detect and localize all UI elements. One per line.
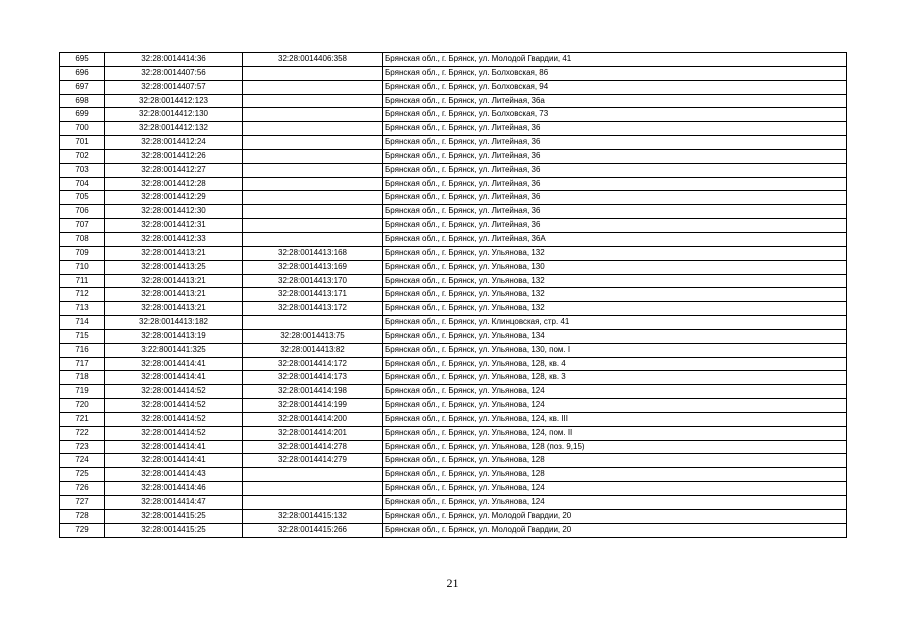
table-row bbox=[60, 191, 847, 205]
related-cadastral-number-cell bbox=[243, 94, 383, 108]
row-number-cell: 712 bbox=[60, 288, 105, 302]
table-row bbox=[60, 482, 847, 496]
cadastral-number-cell: 32:28:0014414:47 bbox=[105, 496, 243, 510]
table-row bbox=[60, 440, 847, 454]
row-number-cell: 726 bbox=[60, 482, 105, 496]
row-number-cell: 705 bbox=[60, 191, 105, 205]
related-cadastral-number-cell: 32:28:0014413:169 bbox=[243, 260, 383, 274]
address-cell: Брянская обл., г. Брянск, ул. Ульянова, 130, пом. I bbox=[383, 343, 847, 357]
cadastral-number-cell: 32:28:0014407:56 bbox=[105, 66, 243, 80]
related-cadastral-number-cell bbox=[243, 136, 383, 150]
table-row bbox=[60, 412, 847, 426]
related-cadastral-number-cell: 32:28:0014413:172 bbox=[243, 302, 383, 316]
table-row bbox=[60, 122, 847, 136]
related-cadastral-number-cell: 32:28:0014413:168 bbox=[243, 246, 383, 260]
address-cell: Брянская обл., г. Брянск, ул. Ульянова, 128 (поз. 9,15) bbox=[383, 440, 847, 454]
address-cell: Брянская обл., г. Брянск, ул. Литейная, 36 bbox=[383, 191, 847, 205]
row-number-cell: 707 bbox=[60, 219, 105, 233]
cadastral-number-cell: 32:28:0014412:27 bbox=[105, 163, 243, 177]
table-row bbox=[60, 205, 847, 219]
row-number-cell: 724 bbox=[60, 454, 105, 468]
address-cell: Брянская обл., г. Брянск, ул. Молодой Гвардии, 20 bbox=[383, 509, 847, 523]
cadastral-number-cell: 32:28:0014414:52 bbox=[105, 399, 243, 413]
address-cell: Брянская обл., г. Брянск, ул. Литейная, 36 bbox=[383, 163, 847, 177]
related-cadastral-number-cell bbox=[243, 316, 383, 330]
cadastral-number-cell: 32:28:0014412:24 bbox=[105, 136, 243, 150]
row-number-cell: 695 bbox=[60, 53, 105, 67]
row-number-cell: 721 bbox=[60, 412, 105, 426]
related-cadastral-number-cell: 32:28:0014415:266 bbox=[243, 523, 383, 537]
row-number-cell: 697 bbox=[60, 80, 105, 94]
row-number-cell: 699 bbox=[60, 108, 105, 122]
table-row bbox=[60, 329, 847, 343]
row-number-cell: 717 bbox=[60, 357, 105, 371]
cadastral-number-cell: 32:28:0014414:41 bbox=[105, 440, 243, 454]
related-cadastral-number-cell: 32:28:0014414:279 bbox=[243, 454, 383, 468]
table-row bbox=[60, 302, 847, 316]
row-number-cell: 719 bbox=[60, 385, 105, 399]
address-cell: Брянская обл., г. Брянск, ул. Ульянова, 124, кв. III bbox=[383, 412, 847, 426]
address-cell: Брянская обл., г. Брянск, ул. Болховская, 73 bbox=[383, 108, 847, 122]
table-row bbox=[60, 136, 847, 150]
related-cadastral-number-cell bbox=[243, 66, 383, 80]
address-cell: Брянская обл., г. Брянск, ул. Ульянова, 124 bbox=[383, 399, 847, 413]
related-cadastral-number-cell: 32:28:0014413:75 bbox=[243, 329, 383, 343]
address-cell: Брянская обл., г. Брянск, ул. Литейная, 36 bbox=[383, 122, 847, 136]
cadastral-number-cell: 32:28:0014412:29 bbox=[105, 191, 243, 205]
row-number-cell: 718 bbox=[60, 371, 105, 385]
related-cadastral-number-cell bbox=[243, 80, 383, 94]
related-cadastral-number-cell bbox=[243, 219, 383, 233]
table-row bbox=[60, 246, 847, 260]
row-number-cell: 703 bbox=[60, 163, 105, 177]
address-cell: Брянская обл., г. Брянск, ул. Ульянова, 132 bbox=[383, 288, 847, 302]
row-number-cell: 710 bbox=[60, 260, 105, 274]
row-number-cell: 720 bbox=[60, 399, 105, 413]
cadastral-number-cell: 32:28:0014414:41 bbox=[105, 371, 243, 385]
table-row bbox=[60, 274, 847, 288]
table-row bbox=[60, 454, 847, 468]
table-body bbox=[60, 53, 847, 538]
address-cell: Брянская обл., г. Брянск, ул. Литейная, 36 bbox=[383, 177, 847, 191]
related-cadastral-number-cell bbox=[243, 122, 383, 136]
cadastral-number-cell: 32:28:0014412:130 bbox=[105, 108, 243, 122]
cadastral-number-cell: 32:28:0014413:21 bbox=[105, 246, 243, 260]
table-row bbox=[60, 149, 847, 163]
table-row bbox=[60, 523, 847, 537]
table-row bbox=[60, 260, 847, 274]
cadastral-number-cell: 32:28:0014414:41 bbox=[105, 357, 243, 371]
table-row bbox=[60, 66, 847, 80]
related-cadastral-number-cell: 32:28:0014414:198 bbox=[243, 385, 383, 399]
row-number-cell: 704 bbox=[60, 177, 105, 191]
row-number-cell: 708 bbox=[60, 232, 105, 246]
cadastral-number-cell: 32:28:0014413:21 bbox=[105, 274, 243, 288]
row-number-cell: 696 bbox=[60, 66, 105, 80]
address-cell: Брянская обл., г. Брянск, ул. Ульянова, 132 bbox=[383, 274, 847, 288]
cadastral-number-cell: 32:28:0014413:19 bbox=[105, 329, 243, 343]
row-number-cell: 698 bbox=[60, 94, 105, 108]
cadastral-number-cell: 3:22:8001441:325 bbox=[105, 343, 243, 357]
related-cadastral-number-cell bbox=[243, 468, 383, 482]
related-cadastral-number-cell bbox=[243, 191, 383, 205]
address-cell: Брянская обл., г. Брянск, ул. Ульянова, 128 bbox=[383, 468, 847, 482]
address-cell: Брянская обл., г. Брянск, ул. Литейная, 36А bbox=[383, 232, 847, 246]
cadastral-number-cell: 32:28:0014414:52 bbox=[105, 426, 243, 440]
table-row bbox=[60, 177, 847, 191]
cadastral-number-cell: 32:28:0014407:57 bbox=[105, 80, 243, 94]
cadastral-number-cell: 32:28:0014415:25 bbox=[105, 523, 243, 537]
row-number-cell: 723 bbox=[60, 440, 105, 454]
address-cell: Брянская обл., г. Брянск, ул. Литейная, 36 bbox=[383, 149, 847, 163]
document-table bbox=[59, 52, 847, 538]
address-cell: Брянская обл., г. Брянск, ул. Литейная, 36 bbox=[383, 136, 847, 150]
table-row bbox=[60, 94, 847, 108]
cadastral-number-cell: 32:28:0014413:25 bbox=[105, 260, 243, 274]
address-cell: Брянская обл., г. Брянск, ул. Ульянова, 124, пом. II bbox=[383, 426, 847, 440]
cadastral-number-cell: 32:28:0014412:28 bbox=[105, 177, 243, 191]
address-cell: Брянская обл., г. Брянск, ул. Литейная, 36 bbox=[383, 205, 847, 219]
related-cadastral-number-cell bbox=[243, 482, 383, 496]
row-number-cell: 701 bbox=[60, 136, 105, 150]
cadastral-number-cell: 32:28:0014412:26 bbox=[105, 149, 243, 163]
cadastral-number-cell: 32:28:0014412:30 bbox=[105, 205, 243, 219]
related-cadastral-number-cell: 32:28:0014414:199 bbox=[243, 399, 383, 413]
address-cell: Брянская обл., г. Брянск, ул. Литейная, 36а bbox=[383, 94, 847, 108]
table-row bbox=[60, 163, 847, 177]
row-number-cell: 709 bbox=[60, 246, 105, 260]
cadastral-number-cell: 32:28:0014414:41 bbox=[105, 454, 243, 468]
table-row bbox=[60, 53, 847, 67]
row-number-cell: 727 bbox=[60, 496, 105, 510]
cadastral-number-cell: 32:28:0014414:52 bbox=[105, 385, 243, 399]
related-cadastral-number-cell: 32:28:0014414:278 bbox=[243, 440, 383, 454]
related-cadastral-number-cell bbox=[243, 232, 383, 246]
cadastral-number-cell: 32:28:0014415:25 bbox=[105, 509, 243, 523]
related-cadastral-number-cell: 32:28:0014413:82 bbox=[243, 343, 383, 357]
table-row bbox=[60, 219, 847, 233]
address-cell: Брянская обл., г. Брянск, ул. Ульянова, 128 bbox=[383, 454, 847, 468]
address-cell: Брянская обл., г. Брянск, ул. Ульянова, 130 bbox=[383, 260, 847, 274]
address-cell: Брянская обл., г. Брянск, ул. Клинцовская, стр. 41 bbox=[383, 316, 847, 330]
cadastral-number-cell: 32:28:0014414:52 bbox=[105, 412, 243, 426]
related-cadastral-number-cell bbox=[243, 149, 383, 163]
table-row bbox=[60, 468, 847, 482]
row-number-cell: 722 bbox=[60, 426, 105, 440]
address-cell: Брянская обл., г. Брянск, ул. Литейная, 36 bbox=[383, 219, 847, 233]
related-cadastral-number-cell: 32:28:0014414:201 bbox=[243, 426, 383, 440]
address-cell: Брянская обл., г. Брянск, ул. Ульянова, 124 bbox=[383, 385, 847, 399]
address-cell: Брянская обл., г. Брянск, ул. Молодой Гвардии, 20 bbox=[383, 523, 847, 537]
address-cell: Брянская обл., г. Брянск, ул. Молодой Гвардии, 41 bbox=[383, 53, 847, 67]
table-row bbox=[60, 343, 847, 357]
table-row bbox=[60, 316, 847, 330]
related-cadastral-number-cell bbox=[243, 496, 383, 510]
row-number-cell: 700 bbox=[60, 122, 105, 136]
row-number-cell: 713 bbox=[60, 302, 105, 316]
address-cell: Брянская обл., г. Брянск, ул. Болховская, 94 bbox=[383, 80, 847, 94]
row-number-cell: 702 bbox=[60, 149, 105, 163]
row-number-cell: 715 bbox=[60, 329, 105, 343]
cadastral-number-cell: 32:28:0014412:132 bbox=[105, 122, 243, 136]
address-cell: Брянская обл., г. Брянск, ул. Ульянова, 124 bbox=[383, 482, 847, 496]
related-cadastral-number-cell: 32:28:0014413:170 bbox=[243, 274, 383, 288]
table-row bbox=[60, 108, 847, 122]
related-cadastral-number-cell: 32:28:0014414:200 bbox=[243, 412, 383, 426]
page-number: 21 bbox=[446, 576, 459, 590]
row-number-cell: 728 bbox=[60, 509, 105, 523]
cadastral-number-cell: 32:28:0014412:123 bbox=[105, 94, 243, 108]
related-cadastral-number-cell bbox=[243, 177, 383, 191]
related-cadastral-number-cell bbox=[243, 163, 383, 177]
table-row bbox=[60, 357, 847, 371]
table-row bbox=[60, 385, 847, 399]
related-cadastral-number-cell: 32:28:0014414:173 bbox=[243, 371, 383, 385]
related-cadastral-number-cell bbox=[243, 205, 383, 219]
table-row bbox=[60, 288, 847, 302]
address-cell: Брянская обл., г. Брянск, ул. Ульянова, 132 bbox=[383, 302, 847, 316]
related-cadastral-number-cell bbox=[243, 108, 383, 122]
table-row bbox=[60, 371, 847, 385]
cadastral-number-cell: 32:28:0014413:21 bbox=[105, 302, 243, 316]
cadastral-number-cell: 32:28:0014414:43 bbox=[105, 468, 243, 482]
table-row bbox=[60, 509, 847, 523]
row-number-cell: 711 bbox=[60, 274, 105, 288]
address-cell: Брянская обл., г. Брянск, ул. Ульянова, 134 bbox=[383, 329, 847, 343]
cadastral-number-cell: 32:28:0014413:21 bbox=[105, 288, 243, 302]
address-cell: Брянская обл., г. Брянск, ул. Ульянова, 128, кв. 4 bbox=[383, 357, 847, 371]
row-number-cell: 706 bbox=[60, 205, 105, 219]
related-cadastral-number-cell: 32:28:0014414:172 bbox=[243, 357, 383, 371]
address-cell: Брянская обл., г. Брянск, ул. Ульянова, 132 bbox=[383, 246, 847, 260]
cadastral-number-cell: 32:28:0014414:46 bbox=[105, 482, 243, 496]
related-cadastral-number-cell: 32:28:0014415:132 bbox=[243, 509, 383, 523]
row-number-cell: 729 bbox=[60, 523, 105, 537]
related-cadastral-number-cell: 32:28:0014413:171 bbox=[243, 288, 383, 302]
row-number-cell: 725 bbox=[60, 468, 105, 482]
address-cell: Брянская обл., г. Брянск, ул. Болховская, 86 bbox=[383, 66, 847, 80]
related-cadastral-number-cell: 32:28:0014406:358 bbox=[243, 53, 383, 67]
row-number-cell: 714 bbox=[60, 316, 105, 330]
table-row bbox=[60, 399, 847, 413]
table-row bbox=[60, 496, 847, 510]
address-cell: Брянская обл., г. Брянск, ул. Ульянова, 124 bbox=[383, 496, 847, 510]
table-row bbox=[60, 80, 847, 94]
cadastral-number-cell: 32:28:0014412:31 bbox=[105, 219, 243, 233]
address-cell: Брянская обл., г. Брянск, ул. Ульянова, 128, кв. 3 bbox=[383, 371, 847, 385]
table-row bbox=[60, 232, 847, 246]
cadastral-number-cell: 32:28:0014413:182 bbox=[105, 316, 243, 330]
row-number-cell: 716 bbox=[60, 343, 105, 357]
table-row bbox=[60, 426, 847, 440]
cadastral-number-cell: 32:28:0014414:36 bbox=[105, 53, 243, 67]
cadastral-number-cell: 32:28:0014412:33 bbox=[105, 232, 243, 246]
